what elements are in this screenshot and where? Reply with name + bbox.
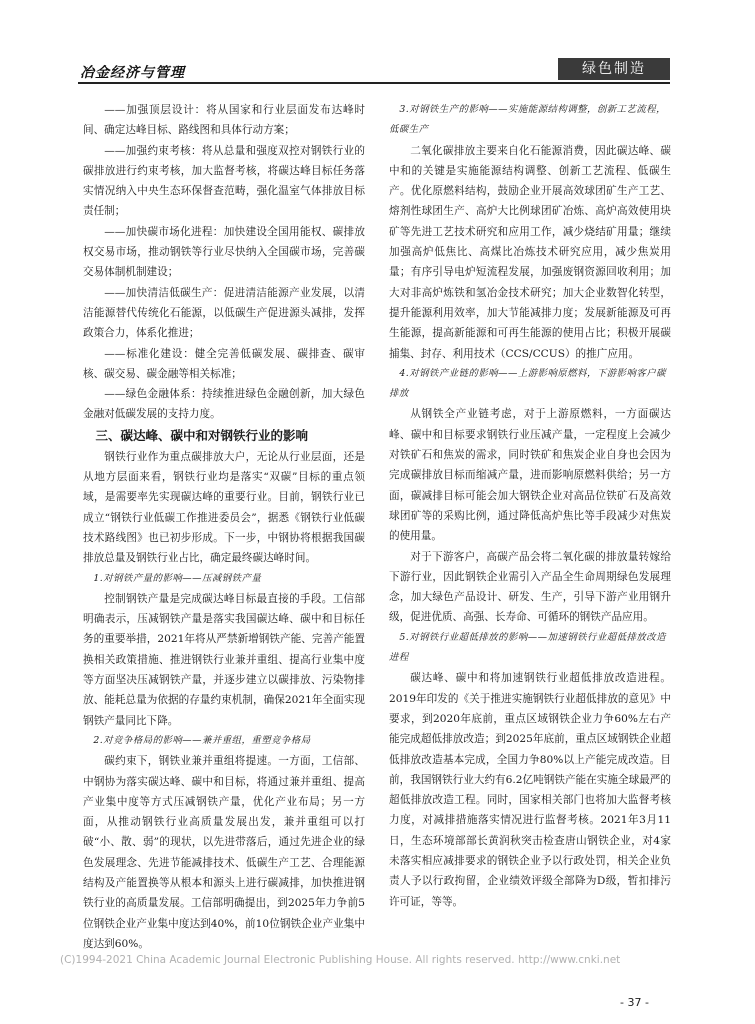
left-column: [83, 100, 365, 954]
section-heading: 三、碳达峰、碳中和对钢铁行业的影响: [95, 427, 309, 443]
paragraph: 控制钢铁产量是完成碳达峰目标最直接的手段。工信部明确表示，压减钢铁产量是落实我国碳达峰、碳中和目标任务的重要举措，2021年将从严禁新增钢铁产能、完善产能置换相关政策措施、推进钢铁行业兼并重组、提高行业集中度等方面坚决压减钢铁产量，并逐步建立以碳排放、污染物排放、能耗总量为依据的存量约束机制，确保2021年全面实现钢铁产量同比下降。: [83, 592, 365, 727]
journal-title: 冶金经济与管理: [80, 65, 185, 81]
subsection-heading: 4.对钢铁产业链的影响——上游影响原燃料，下游影响客户碳排放: [389, 367, 667, 400]
header-rule: [78, 82, 670, 84]
paragraph: ——加强顶层设计：将从国家和行业层面发布达峰时间、确定达峰目标、路线图和具体行动方案；: [83, 104, 365, 137]
subsection-heading: 5.对钢铁行业超低排放的影响——加速钢铁行业超低排放改造进程: [389, 631, 667, 664]
paragraph: 碳约束下，钢铁业兼并重组将提速。一方面，工信部、中钢协为落实碳达峰、碳中和目标，将通过兼并重组、提高产业集中度等方式压减钢铁产量，优化产业布局；另一方面，从推动钢铁行业高质量发展出发，兼并重组可以打破“小、散、弱”的现状，以先进带落后，通过先进企业的绿色发展理念、先进节能减排技术、低碳生产工艺、合理能源结构及产能置换等从根本和源头上进行碳减排，加快推进钢铁行业的高质量发展。工信部明确提出，到2025年力争前5位钢铁企业产业集中度达到40%，前10位钢铁企业产业集中度达到60%。: [83, 755, 365, 950]
paragraph: ——绿色金融体系：持续推进绿色金融创新，加大绿色金融对低碳发展的支持力度。: [83, 388, 365, 421]
paragraph: 二氧化碳排放主要来自化石能源消费，因此碳达峰、碳中和的关键是实施能源结构调整、创新工艺流程、低碳生产。优化原燃料结构，鼓励企业开展高效球团矿生产工艺、熔剂性球团生产、高炉大比例球团矿冶炼、高炉高效使用块矿等先进工艺技术研究和应用工作，减少烧结矿用量；继续加强高炉低焦比、高煤比冶炼技术研究应用，减少焦炭用量；有序引导电炉短流程发展，加强废钢资源回收利用；加大对非高炉炼铁和氢冶金技术研究；加大企业数智化转型，提升能源利用效率，加大节能减排力度；发展新能源及可再生能源，提高新能源和可再生能源的使用占比；积极开展碳捕集、封存、利用技术（CCS/CCUS）的推广应用。: [389, 144, 671, 360]
paragraph: ——标准化建设：健全完善低碳发展、碳排查、碳审核、碳交易、碳金融等相关标准；: [83, 347, 365, 380]
subsection-heading: 1.对钢铁产量的影响——压减钢铁产量: [93, 572, 262, 584]
paragraph: ——加快碳市场化进程：加快建设全国用能权、碳排放权交易市场，推动钢铁等行业尽快纳入全国碳市场，完善碳交易体制机制建设；: [83, 225, 365, 279]
page-number: - 37 -: [620, 996, 649, 1009]
subsection-heading: 2.对竞争格局的影响——兼并重组，重塑竞争格局: [93, 734, 311, 746]
copyright-watermark: (C)1994-2021 China Academic Journal Electronic Publishing House. All rights reserved. http://www.cnki.net: [60, 954, 621, 966]
paragraph: 碳达峰、碳中和将加速钢铁行业超低排放改造进程。2019年印发的《关于推进实施钢铁行业超低排放的意见》中要求，到2020年底前，重点区域钢铁企业力争60%左右产能完成超低排放改造；到2025年底前，重点区域钢铁企业超低排放改造基本完成，全国力争80%以上产能完成改造。目前，我国钢铁行业大约有6.2亿吨钢铁产能在实施全球最严的超低排放改造工程。同时，国家相关部门也将加大监督考核力度，对减排措施落实情况进行监督考核。2021年3月11日，生态环境部部长黄润秋突击检查唐山钢铁企业，对4家未落实相应减排要求的钢铁企业予以行政处罚，相关企业负责人予以行政拘留，企业绩效评级全部降为D级，暂扣排污许可证，等等。: [389, 672, 671, 908]
paragraph: 从钢铁全产业链考虑，对于上游原燃料，一方面碳达峰、碳中和目标要求钢铁行业压减产量，一定程度上会减少对铁矿石和焦炭的需求，同时铁矿和焦炭企业自身也会因为完成碳排放目标而缩减产量，进而影响原燃料供给；另一方面，碳减排目标可能会加大钢铁企业对高品位铁矿石及高效球团矿等的采购比例，通过降低高炉焦比等手段减少对焦炭的使用量。: [389, 408, 671, 543]
paragraph: ——加强约束考核：将从总量和强度双控对钢铁行业的碳排放进行约束考核，加大监督考核，将碳达峰目标任务落实情况纳入中央生态环保督查范畴，强化温室气体排放目标责任制；: [83, 144, 365, 218]
paragraph: ——加快清洁低碳生产：促进清洁能源产业发展，以清洁能源替代传统化石能源，以低碳生产促进源头减排，发挥政策合力，体系化推进；: [83, 286, 365, 340]
page-header: [0, 0, 755, 84]
right-column: [389, 100, 671, 912]
section-tag: 绿色制造: [558, 58, 670, 80]
paragraph: 对于下游客户，高碳产品会将二氧化碳的排放量转嫁给下游行业，因此钢铁企业需引入产品全生命周期绿色发展理念，加大绿色产品设计、研发、生产，引导下游产业用钢升级，促进优质、高强、长寿命、可循环的钢铁产品应用。: [389, 550, 671, 624]
paragraph: 钢铁行业作为重点碳排放大户，无论从行业层面，还是从地方层面来看，钢铁行业均是落实“双碳”目标的重点领域，是需要率先实现碳达峰的重要行业。目前，钢铁行业已成立“钢铁行业低碳工作推进委员会”，据悉《钢铁行业低碳技术路线图》也已初步形成。下一步，中钢协将根据我国碳排放总量及钢铁行业占比，确定最终碳达峰时间。: [83, 450, 365, 565]
subsection-heading: 3.对钢铁生产的影响——实施能源结构调整，创新工艺流程，低碳生产: [389, 104, 667, 136]
